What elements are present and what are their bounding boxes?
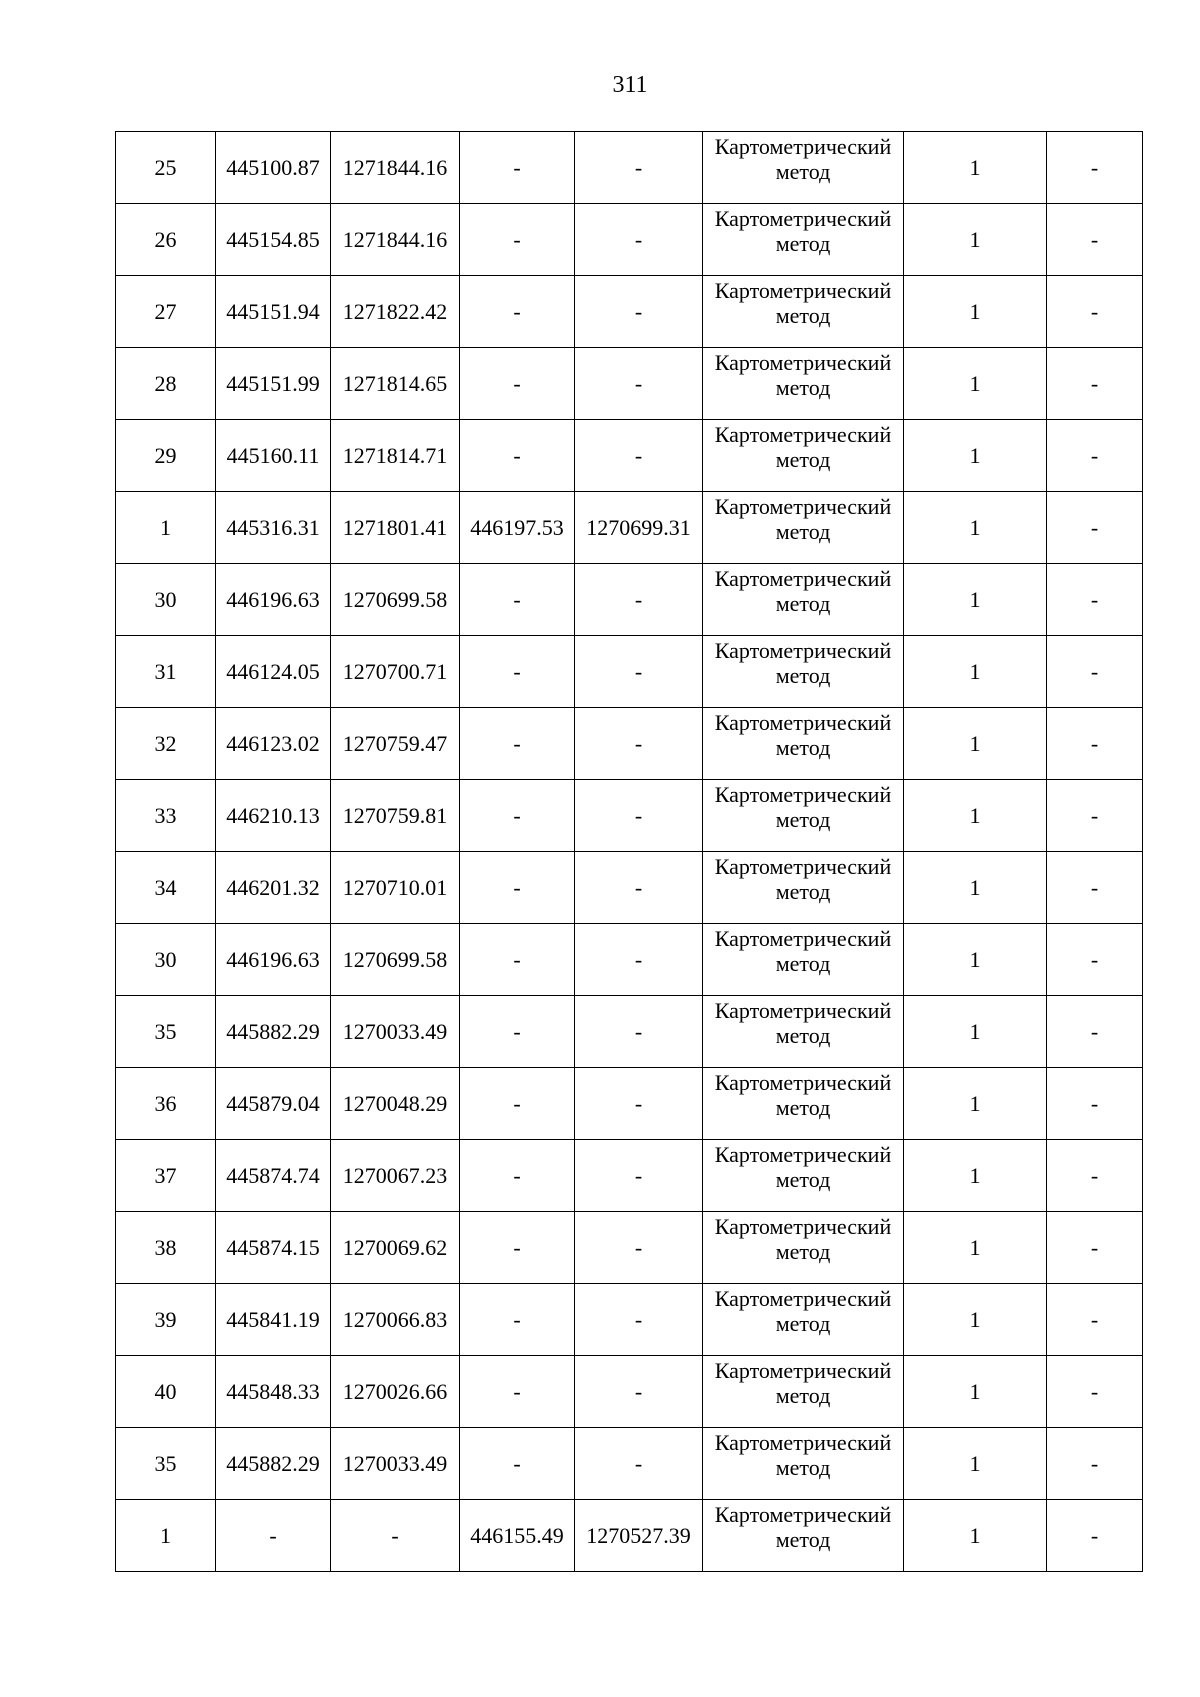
note-cell: - xyxy=(1047,852,1143,924)
table-row xyxy=(116,564,1143,636)
y-coordinate-cell: - xyxy=(331,1500,460,1572)
accuracy-cell: 1 xyxy=(904,276,1047,348)
x-coordinate-cell: 446196.63 xyxy=(216,564,331,636)
x-coordinate-cell: 446123.02 xyxy=(216,708,331,780)
y-coordinate-cell: 1270759.81 xyxy=(331,780,460,852)
point-number-cell: 36 xyxy=(116,1068,216,1140)
table-body xyxy=(116,132,1143,1572)
accuracy-cell: 1 xyxy=(904,924,1047,996)
note-cell: - xyxy=(1047,420,1143,492)
y-coordinate-cell: 1270710.01 xyxy=(331,852,460,924)
method-cell: Картометрический метод xyxy=(703,708,904,780)
table-row xyxy=(116,132,1143,204)
x2-coordinate-cell: - xyxy=(460,132,575,204)
accuracy-cell: 1 xyxy=(904,564,1047,636)
table-row xyxy=(116,348,1143,420)
y2-coordinate-cell: - xyxy=(575,420,703,492)
y2-coordinate-cell: - xyxy=(575,276,703,348)
note-cell: - xyxy=(1047,1068,1143,1140)
y2-coordinate-cell: - xyxy=(575,348,703,420)
table-row xyxy=(116,276,1143,348)
accuracy-cell: 1 xyxy=(904,1428,1047,1500)
y2-coordinate-cell: - xyxy=(575,996,703,1068)
y2-coordinate-cell: - xyxy=(575,852,703,924)
note-cell: - xyxy=(1047,636,1143,708)
y2-coordinate-cell: - xyxy=(575,204,703,276)
point-number-cell: 29 xyxy=(116,420,216,492)
y2-coordinate-cell: - xyxy=(575,132,703,204)
accuracy-cell: 1 xyxy=(904,1284,1047,1356)
point-number-cell: 33 xyxy=(116,780,216,852)
method-cell: Картометрический метод xyxy=(703,276,904,348)
x2-coordinate-cell: - xyxy=(460,1068,575,1140)
note-cell: - xyxy=(1047,1284,1143,1356)
x2-coordinate-cell: - xyxy=(460,1284,575,1356)
note-cell: - xyxy=(1047,492,1143,564)
accuracy-cell: 1 xyxy=(904,852,1047,924)
method-cell: Картометрический метод xyxy=(703,924,904,996)
x-coordinate-cell: 446196.63 xyxy=(216,924,331,996)
x2-coordinate-cell: - xyxy=(460,996,575,1068)
table-row xyxy=(116,1068,1143,1140)
table-row xyxy=(116,1284,1143,1356)
y2-coordinate-cell: - xyxy=(575,1212,703,1284)
x-coordinate-cell: 446124.05 xyxy=(216,636,331,708)
accuracy-cell: 1 xyxy=(904,780,1047,852)
note-cell: - xyxy=(1047,348,1143,420)
coordinates-table xyxy=(115,131,1143,1572)
point-number-cell: 34 xyxy=(116,852,216,924)
method-cell: Картометрический метод xyxy=(703,1284,904,1356)
y-coordinate-cell: 1270069.62 xyxy=(331,1212,460,1284)
x-coordinate-cell: 445882.29 xyxy=(216,1428,331,1500)
point-number-cell: 26 xyxy=(116,204,216,276)
y2-coordinate-cell: - xyxy=(575,1284,703,1356)
table-row xyxy=(116,708,1143,780)
y-coordinate-cell: 1270759.47 xyxy=(331,708,460,780)
x-coordinate-cell: 445874.15 xyxy=(216,1212,331,1284)
y2-coordinate-cell: - xyxy=(575,708,703,780)
table-row xyxy=(116,1212,1143,1284)
accuracy-cell: 1 xyxy=(904,1068,1047,1140)
x2-coordinate-cell: - xyxy=(460,924,575,996)
method-cell: Картометрический метод xyxy=(703,1140,904,1212)
point-number-cell: 30 xyxy=(116,564,216,636)
table-row xyxy=(116,924,1143,996)
x2-coordinate-cell: - xyxy=(460,276,575,348)
table-row xyxy=(116,1428,1143,1500)
point-number-cell: 25 xyxy=(116,132,216,204)
x-coordinate-cell: 445874.74 xyxy=(216,1140,331,1212)
note-cell: - xyxy=(1047,132,1143,204)
x2-coordinate-cell: - xyxy=(460,1356,575,1428)
note-cell: - xyxy=(1047,1140,1143,1212)
x2-coordinate-cell: - xyxy=(460,204,575,276)
x-coordinate-cell: 445848.33 xyxy=(216,1356,331,1428)
x-coordinate-cell: - xyxy=(216,1500,331,1572)
note-cell: - xyxy=(1047,996,1143,1068)
x-coordinate-cell: 445841.19 xyxy=(216,1284,331,1356)
x2-coordinate-cell: - xyxy=(460,708,575,780)
table-row xyxy=(116,996,1143,1068)
table-row xyxy=(116,492,1143,564)
y2-coordinate-cell: - xyxy=(575,636,703,708)
y-coordinate-cell: 1271814.65 xyxy=(331,348,460,420)
y-coordinate-cell: 1270033.49 xyxy=(331,996,460,1068)
accuracy-cell: 1 xyxy=(904,1500,1047,1572)
note-cell: - xyxy=(1047,708,1143,780)
accuracy-cell: 1 xyxy=(904,492,1047,564)
x2-coordinate-cell: - xyxy=(460,636,575,708)
accuracy-cell: 1 xyxy=(904,204,1047,276)
point-number-cell: 37 xyxy=(116,1140,216,1212)
accuracy-cell: 1 xyxy=(904,420,1047,492)
y2-coordinate-cell: - xyxy=(575,1428,703,1500)
note-cell: - xyxy=(1047,564,1143,636)
x-coordinate-cell: 446201.32 xyxy=(216,852,331,924)
table-row xyxy=(116,420,1143,492)
y-coordinate-cell: 1270699.58 xyxy=(331,924,460,996)
x2-coordinate-cell: - xyxy=(460,1212,575,1284)
x-coordinate-cell: 445100.87 xyxy=(216,132,331,204)
table-row xyxy=(116,780,1143,852)
method-cell: Картометрический метод xyxy=(703,564,904,636)
x-coordinate-cell: 445151.99 xyxy=(216,348,331,420)
point-number-cell: 35 xyxy=(116,1428,216,1500)
accuracy-cell: 1 xyxy=(904,1212,1047,1284)
point-number-cell: 35 xyxy=(116,996,216,1068)
method-cell: Картометрический метод xyxy=(703,852,904,924)
method-cell: Картометрический метод xyxy=(703,780,904,852)
method-cell: Картометрический метод xyxy=(703,204,904,276)
accuracy-cell: 1 xyxy=(904,636,1047,708)
note-cell: - xyxy=(1047,780,1143,852)
y-coordinate-cell: 1271844.16 xyxy=(331,204,460,276)
table-row xyxy=(116,1356,1143,1428)
x2-coordinate-cell: 446197.53 xyxy=(460,492,575,564)
x2-coordinate-cell: - xyxy=(460,420,575,492)
note-cell: - xyxy=(1047,1428,1143,1500)
y2-coordinate-cell: - xyxy=(575,1140,703,1212)
method-cell: Картометрический метод xyxy=(703,1500,904,1572)
y2-coordinate-cell: - xyxy=(575,564,703,636)
x2-coordinate-cell: 446155.49 xyxy=(460,1500,575,1572)
note-cell: - xyxy=(1047,924,1143,996)
x2-coordinate-cell: - xyxy=(460,852,575,924)
x-coordinate-cell: 446210.13 xyxy=(216,780,331,852)
point-number-cell: 28 xyxy=(116,348,216,420)
method-cell: Картометрический метод xyxy=(703,420,904,492)
y2-coordinate-cell: - xyxy=(575,924,703,996)
accuracy-cell: 1 xyxy=(904,348,1047,420)
y-coordinate-cell: 1270033.49 xyxy=(331,1428,460,1500)
method-cell: Картометрический метод xyxy=(703,492,904,564)
method-cell: Картометрический метод xyxy=(703,348,904,420)
y2-coordinate-cell: - xyxy=(575,1356,703,1428)
note-cell: - xyxy=(1047,204,1143,276)
x-coordinate-cell: 445154.85 xyxy=(216,204,331,276)
page-number: 311 xyxy=(612,72,648,98)
point-number-cell: 31 xyxy=(116,636,216,708)
point-number-cell: 30 xyxy=(116,924,216,996)
y-coordinate-cell: 1270048.29 xyxy=(331,1068,460,1140)
method-cell: Картометрический метод xyxy=(703,1356,904,1428)
point-number-cell: 1 xyxy=(116,1500,216,1572)
y2-coordinate-cell: - xyxy=(575,780,703,852)
x-coordinate-cell: 445160.11 xyxy=(216,420,331,492)
x2-coordinate-cell: - xyxy=(460,564,575,636)
x-coordinate-cell: 445316.31 xyxy=(216,492,331,564)
y-coordinate-cell: 1270067.23 xyxy=(331,1140,460,1212)
note-cell: - xyxy=(1047,1500,1143,1572)
y-coordinate-cell: 1271801.41 xyxy=(331,492,460,564)
point-number-cell: 38 xyxy=(116,1212,216,1284)
table-row xyxy=(116,852,1143,924)
accuracy-cell: 1 xyxy=(904,132,1047,204)
y-coordinate-cell: 1270066.83 xyxy=(331,1284,460,1356)
table-row xyxy=(116,636,1143,708)
y-coordinate-cell: 1270026.66 xyxy=(331,1356,460,1428)
x2-coordinate-cell: - xyxy=(460,1140,575,1212)
method-cell: Картометрический метод xyxy=(703,1212,904,1284)
point-number-cell: 27 xyxy=(116,276,216,348)
y-coordinate-cell: 1271814.71 xyxy=(331,420,460,492)
x2-coordinate-cell: - xyxy=(460,348,575,420)
accuracy-cell: 1 xyxy=(904,708,1047,780)
point-number-cell: 32 xyxy=(116,708,216,780)
y-coordinate-cell: 1270700.71 xyxy=(331,636,460,708)
x2-coordinate-cell: - xyxy=(460,1428,575,1500)
note-cell: - xyxy=(1047,1212,1143,1284)
accuracy-cell: 1 xyxy=(904,1140,1047,1212)
method-cell: Картометрический метод xyxy=(703,1428,904,1500)
y-coordinate-cell: 1271822.42 xyxy=(331,276,460,348)
y2-coordinate-cell: 1270527.39 xyxy=(575,1500,703,1572)
method-cell: Картометрический метод xyxy=(703,132,904,204)
point-number-cell: 39 xyxy=(116,1284,216,1356)
y-coordinate-cell: 1271844.16 xyxy=(331,132,460,204)
point-number-cell: 1 xyxy=(116,492,216,564)
note-cell: - xyxy=(1047,1356,1143,1428)
table-row xyxy=(116,204,1143,276)
method-cell: Картометрический метод xyxy=(703,996,904,1068)
y2-coordinate-cell: 1270699.31 xyxy=(575,492,703,564)
x2-coordinate-cell: - xyxy=(460,780,575,852)
x-coordinate-cell: 445151.94 xyxy=(216,276,331,348)
accuracy-cell: 1 xyxy=(904,1356,1047,1428)
table-row xyxy=(116,1140,1143,1212)
method-cell: Картометрический метод xyxy=(703,1068,904,1140)
y-coordinate-cell: 1270699.58 xyxy=(331,564,460,636)
y2-coordinate-cell: - xyxy=(575,1068,703,1140)
table-row xyxy=(116,1500,1143,1572)
point-number-cell: 40 xyxy=(116,1356,216,1428)
note-cell: - xyxy=(1047,276,1143,348)
accuracy-cell: 1 xyxy=(904,996,1047,1068)
method-cell: Картометрический метод xyxy=(703,636,904,708)
x-coordinate-cell: 445882.29 xyxy=(216,996,331,1068)
x-coordinate-cell: 445879.04 xyxy=(216,1068,331,1140)
